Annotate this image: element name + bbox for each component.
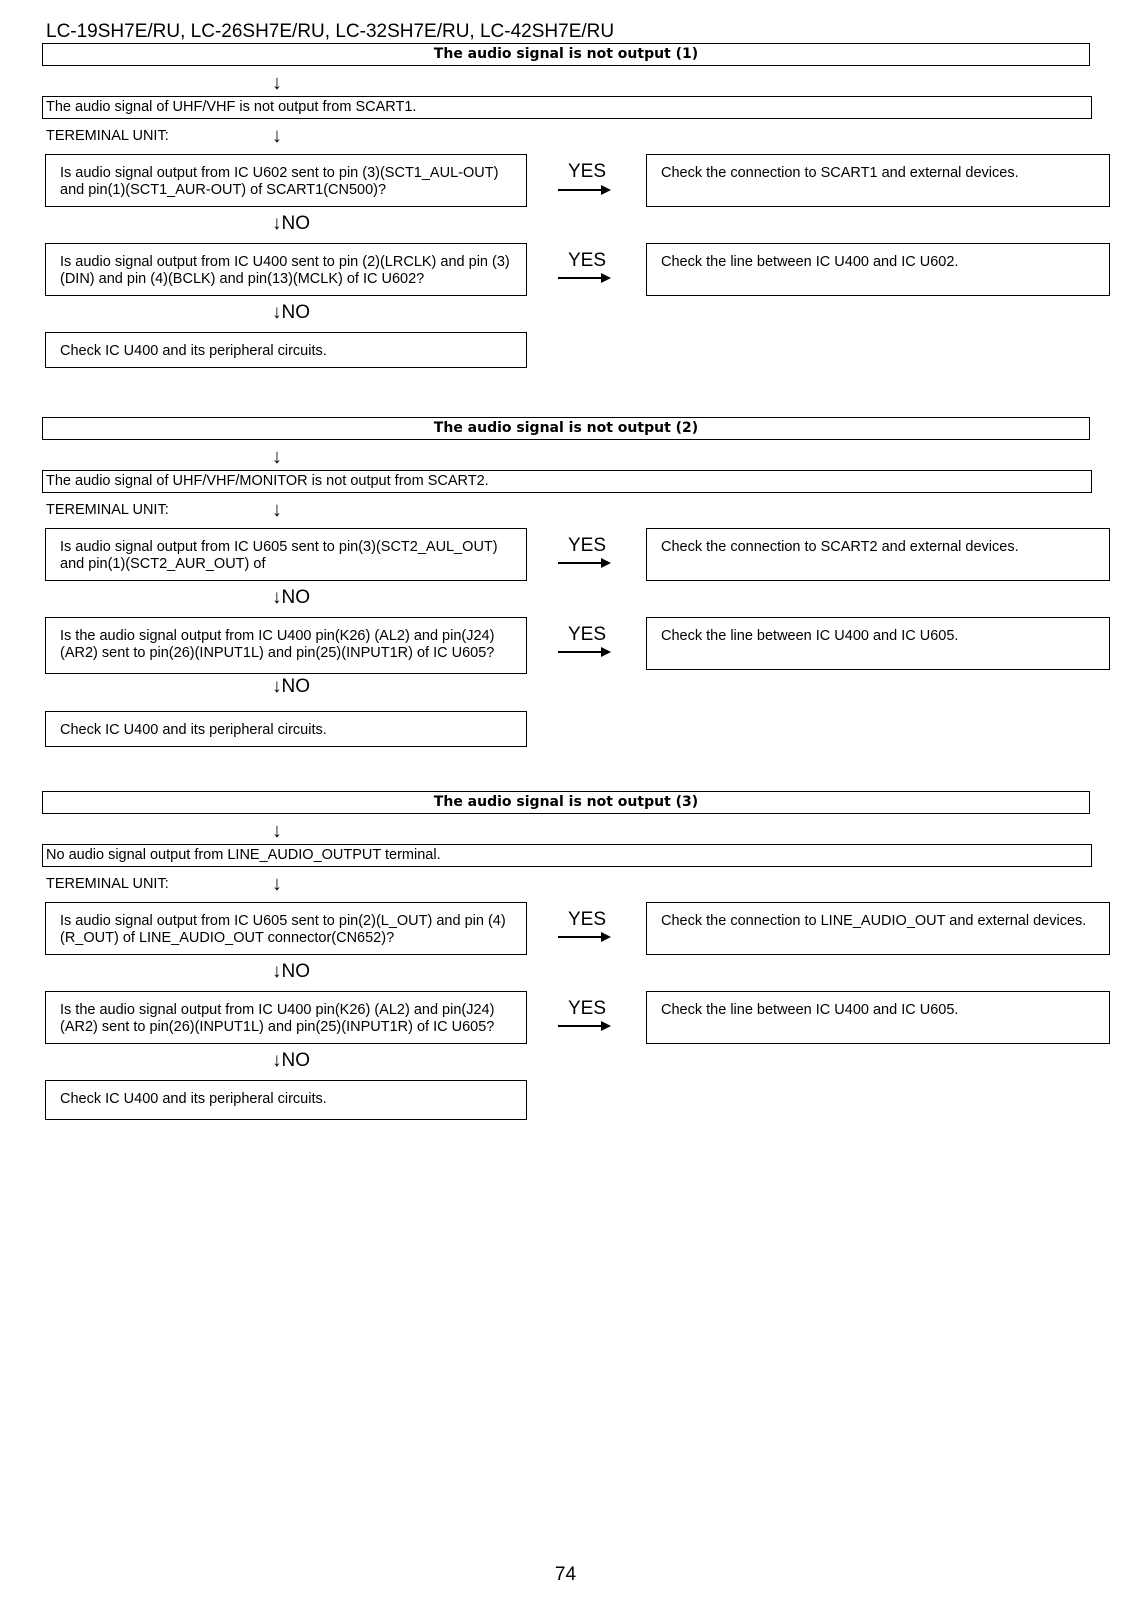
- right-arrow-icon: [558, 557, 611, 569]
- down-arrow-icon: ↓: [272, 446, 282, 468]
- section-3-final: Check IC U400 and its peripheral circuits.: [45, 1080, 527, 1120]
- section-1-final: Check IC U400 and its peripheral circuits.: [45, 332, 527, 368]
- terminal-unit-label: TEREMINAL UNIT:: [46, 128, 169, 144]
- terminal-unit-label: TEREMINAL UNIT:: [46, 876, 169, 892]
- right-arrow-icon: [558, 646, 611, 658]
- section-1-condition: The audio signal of UHF/VHF is not output from SCART1.: [42, 96, 1092, 119]
- page-number: 74: [554, 1564, 577, 1585]
- down-arrow-icon: ↓: [272, 72, 282, 94]
- section-3-condition: No audio signal output from LINE_AUDIO_OUTPUT terminal.: [42, 844, 1092, 867]
- section-2-final: Check IC U400 and its peripheral circuits.: [45, 711, 527, 747]
- right-arrow-icon: [558, 1020, 611, 1032]
- down-arrow-icon: ↓: [272, 499, 282, 521]
- down-arrow-icon: ↓: [272, 873, 282, 895]
- section-1-title: The audio signal is not output (1): [42, 43, 1090, 66]
- section-3-title: The audio signal is not output (3): [42, 791, 1090, 814]
- section-1-question-1: Is audio signal output from IC U602 sent to pin (3)(SCT1_AUL-OUT) and pin(1)(SCT1_AUR-OUT) of SCART1(CN500)?: [45, 154, 527, 207]
- down-arrow-icon: ↓: [272, 125, 282, 147]
- section-2-question-2: Is the audio signal output from IC U400 pin(K26) (AL2) and pin(J24) (AR2) sent to pin(26)(INPUT1L) and pin(25)(INPUT1R) of IC U605?: [45, 617, 527, 674]
- no-arrow-label: ↓NO: [272, 587, 310, 608]
- no-arrow-label: ↓NO: [272, 961, 310, 982]
- no-arrow-label: ↓NO: [272, 302, 310, 323]
- section-2-condition: The audio signal of UHF/VHF/MONITOR is not output from SCART2.: [42, 470, 1092, 493]
- right-arrow-icon: [558, 272, 611, 284]
- section-3-question-2: Is the audio signal output from IC U400 pin(K26) (AL2) and pin(J24) (AR2) sent to pin(26)(INPUT1L) and pin(25)(INPUT1R) of IC U605?: [45, 991, 527, 1044]
- yes-label: YES: [568, 998, 607, 1019]
- no-arrow-label: ↓NO: [272, 1050, 310, 1071]
- no-arrow-label: ↓NO: [272, 676, 310, 697]
- yes-label: YES: [568, 161, 607, 182]
- no-arrow-label: ↓NO: [272, 213, 310, 234]
- section-2-title: The audio signal is not output (2): [42, 417, 1090, 440]
- section-3-answer-1: Check the connection to LINE_AUDIO_OUT and external devices.: [646, 902, 1110, 955]
- yes-label: YES: [568, 909, 607, 930]
- section-3-answer-2: Check the line between IC U400 and IC U605.: [646, 991, 1110, 1044]
- terminal-unit-label: TEREMINAL UNIT:: [46, 502, 169, 518]
- section-2-answer-1: Check the connection to SCART2 and external devices.: [646, 528, 1110, 581]
- section-1-question-2: Is audio signal output from IC U400 sent to pin (2)(LRCLK) and pin (3)(DIN) and pin (4)(BCLK) and pin(13)(MCLK) of IC U602?: [45, 243, 527, 296]
- section-2-question-1: Is audio signal output from IC U605 sent to pin(3)(SCT2_AUL_OUT) and pin(1)(SCT2_AUR_OUT) of: [45, 528, 527, 581]
- page-header: LC-19SH7E/RU, LC-26SH7E/RU, LC-32SH7E/RU, LC-42SH7E/RU: [46, 21, 615, 42]
- right-arrow-icon: [558, 184, 611, 196]
- section-1-answer-2: Check the line between IC U400 and IC U602.: [646, 243, 1110, 296]
- section-3-question-1: Is audio signal output from IC U605 sent to pin(2)(L_OUT) and pin (4)(R_OUT) of LINE_AUDIO_OUT connector(CN652)?: [45, 902, 527, 955]
- yes-label: YES: [568, 250, 607, 271]
- right-arrow-icon: [558, 931, 611, 943]
- down-arrow-icon: ↓: [272, 820, 282, 842]
- section-2-answer-2: Check the line between IC U400 and IC U605.: [646, 617, 1110, 670]
- yes-label: YES: [568, 535, 607, 556]
- section-1-answer-1: Check the connection to SCART1 and external devices.: [646, 154, 1110, 207]
- yes-label: YES: [568, 624, 607, 645]
